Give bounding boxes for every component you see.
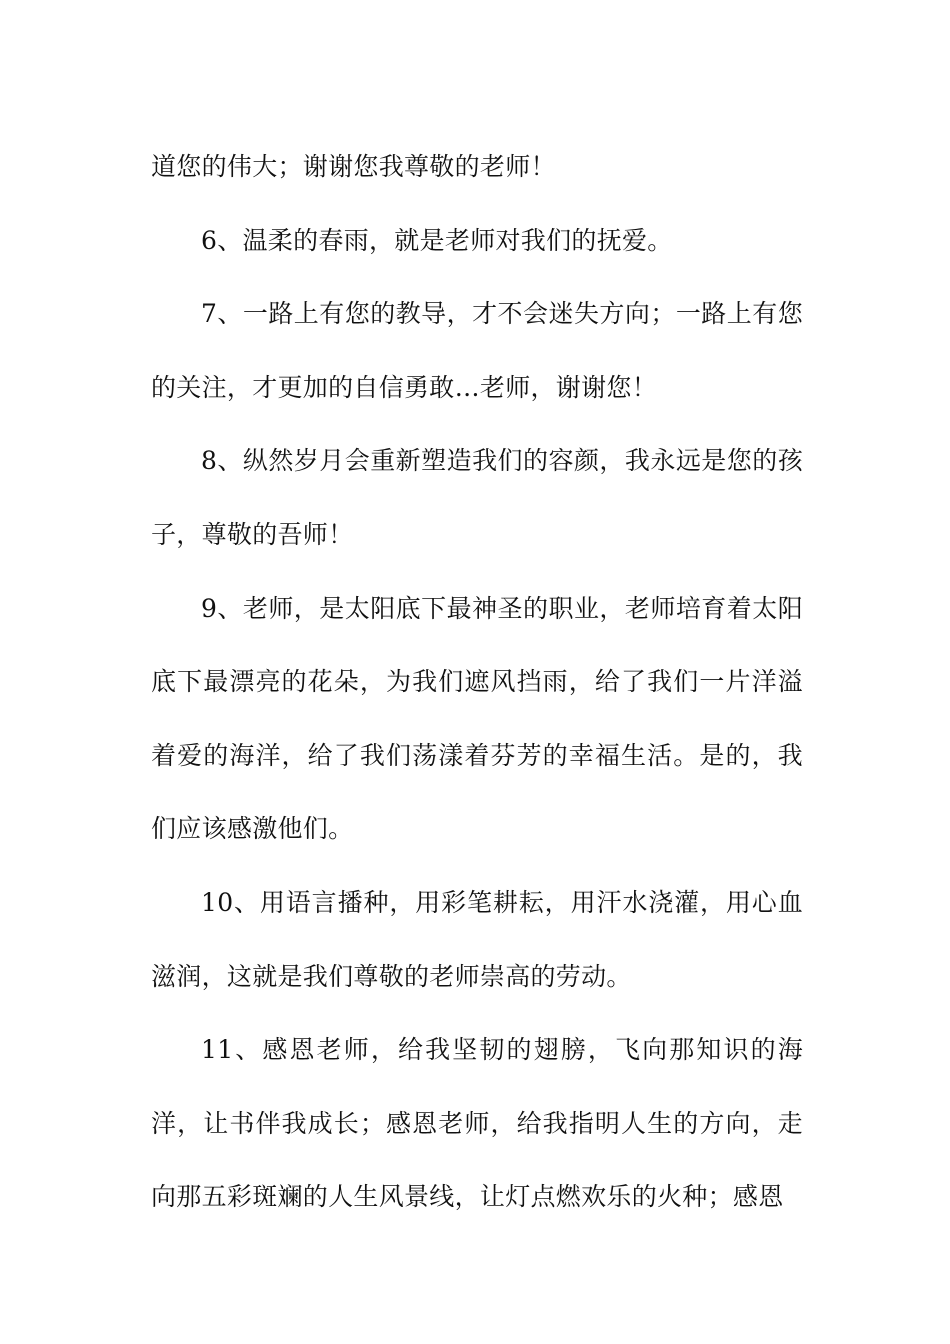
paragraph-item-7: 7、一路上有您的教导，才不会迷失方向；一路上有您的关注，才更加的自信勇敢…老师，谢谢您！ [151, 299, 803, 402]
paragraph-item-10: 10、用语言播种，用彩笔耕耘，用汗水浇灌，用心血滋润，这就是我们尊敬的老师崇高的劳动。 [151, 887, 803, 991]
document-body [151, 130, 803, 1234]
paragraph-continuation: 道您的伟大；谢谢您我尊敬的老师！ [151, 152, 556, 181]
paragraph-item-8: 8、纵然岁月会重新塑造我们的容颜，我永远是您的孩子，尊敬的吾师！ [151, 446, 803, 549]
paragraph-item-11: 11、感恩老师，给我坚韧的翅膀，飞向那知识的海洋，让书伴我成长；感恩老师，给我指明人生的方向，走向那五彩斑斓的人生风景线，让灯点燃欢乐的火种；感恩 [151, 1035, 803, 1212]
paragraph-item-6: 6、温柔的春雨，就是老师对我们的抚爱。 [201, 225, 673, 255]
paragraph-item-9: 9、老师，是太阳底下最神圣的职业，老师培育着太阳底下最漂亮的花朵，为我们遮风挡雨，给了我们一片洋溢着爱的海洋，给了我们荡漾着芬芳的幸福生活。是的，我们应该感激他们。 [151, 593, 803, 844]
